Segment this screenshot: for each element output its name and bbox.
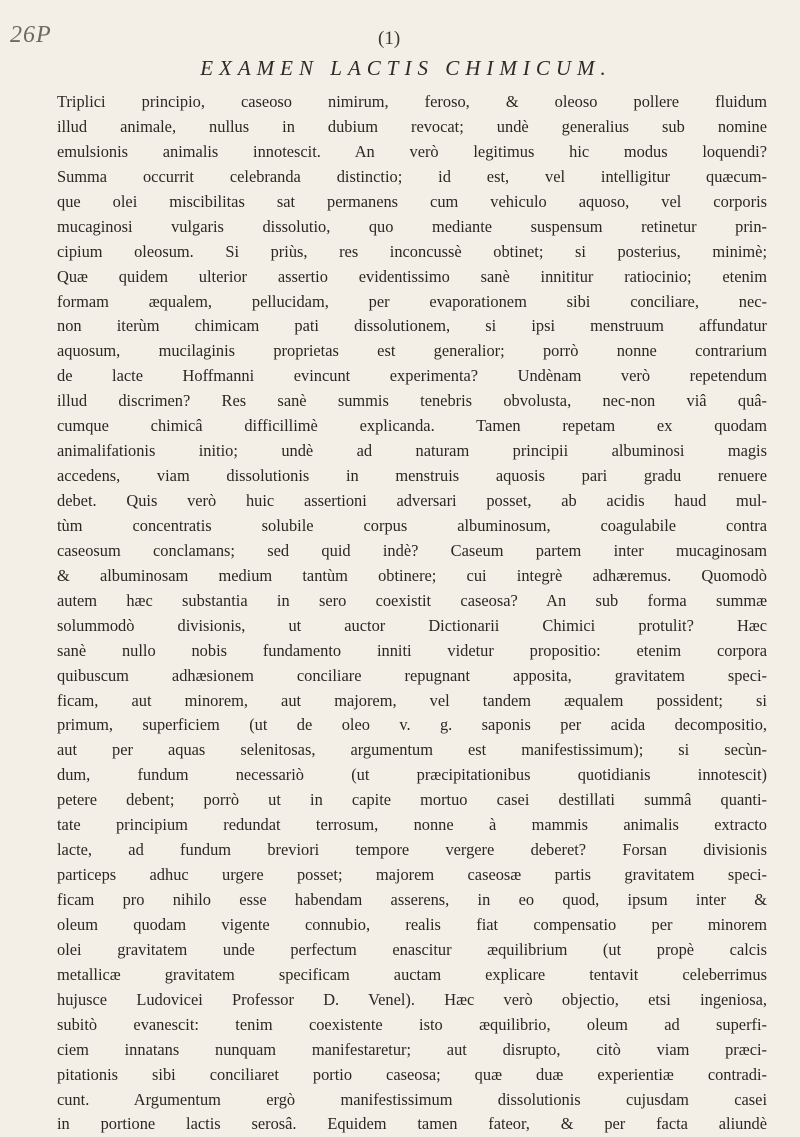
text-line: olei gravitatem unde perfectum enascitur æquilibrium (ut propè calcis <box>57 939 767 959</box>
text-line: emulsionis animalis innotescit. An verò legitimus hic modus loquendi? <box>57 141 767 161</box>
text-line: & albuminosam medium tantùm obtinere; cui integrè adhæremus. Quomodò <box>57 565 767 585</box>
text-line: debet. Quis verò huic assertioni adversari posset, ab acidis haud mul- <box>57 491 767 510</box>
text-line: cipium oleosum. Si priùs, res inconcussè obtinet; si posterius, minimè; <box>57 241 767 261</box>
text-line: metallicæ gravitatem specificam auctam explicare tentavit celeberrimus <box>57 964 767 984</box>
text-line: cunt. Argumentum ergò manifestissimum dissolutionis cujusdam casei <box>57 1089 767 1109</box>
text-line: caseosum conclamans; sed quid indè? Caseum partem inter mucaginosam <box>57 540 767 560</box>
text-line: tùm concentratis solubile corpus albuminosum, coagulabile contra <box>57 515 767 535</box>
text-line: cumque chimicâ difficillimè explicanda. Tamen repetam ex quodam <box>57 416 767 436</box>
text-line: solummodò divisionis, ut auctor Dictionarii Chimici protulit? Hæc <box>57 615 767 635</box>
page-number: (1) <box>378 28 401 49</box>
text-line: illud animale, nullus in dubium revocat; undè generalius sub nomine <box>57 116 767 136</box>
corner-mark: 26P <box>10 22 52 48</box>
text-line: ficam, aut minorem, aut majorem, vel tandem æqualem possident; si <box>57 690 767 710</box>
text-line: dum, fundum necessariò (ut præcipitationibus quotidianis innotescit) <box>57 765 767 785</box>
text-line: in portione lactis serosâ. Equidem tamen fateor, & per facta aliundè <box>57 1114 767 1134</box>
text-line: non iterùm chimicam pati dissolutionem, si ipsi menstruum affundatur <box>57 316 767 336</box>
text-line: accedens, viam dissolutionis in menstruis aquosis pari gradu renuere <box>57 466 767 486</box>
text-line: de lacte Hoffmanni evincunt experimenta? Undènam verò repetendum <box>57 366 767 386</box>
body-text <box>57 90 767 1137</box>
text-line: subitò evanescit: tenim coexistente isto æquilibrio, oleum ad superfi- <box>57 1014 767 1034</box>
text-line: illud discrimen? Res sanè summis tenebris obvolusta, nec-non viâ quâ- <box>57 391 767 411</box>
text-line: ciem innatans nunquam manifestaretur; aut disrupto, citò viam præci- <box>57 1039 767 1059</box>
text-line: quibuscum adhæsionem conciliare repugnant apposita, gravitatem speci- <box>57 665 767 685</box>
text-line: aut per aquas selenitosas, argumentum est manifestissimum); si secùn- <box>57 740 767 760</box>
text-line: primum, superficiem (ut de oleo v. g. saponis per acida decompositio, <box>57 715 767 735</box>
text-line: formam æqualem, pellucidam, per evaporationem sibi conciliare, nec- <box>57 291 767 311</box>
text-line: petere debent; porrò ut in capite mortuo casei destillati summâ quanti- <box>57 790 767 810</box>
text-line: autem hæc substantia in sero coexistit caseosa? An sub forma summæ <box>57 590 767 610</box>
text-line: tate principium redundat terrosum, nonne à mammis animalis extracto <box>57 815 767 835</box>
text-line: sanè nullo nobis fundamento inniti videtur propositio: etenim corpora <box>57 640 767 660</box>
text-line: que olei miscibilitas sat permanens cum vehiculo aquoso, vel corporis <box>57 191 767 211</box>
text-line: pitationis sibi conciliaret portio caseosa; quæ duæ experientiæ contradi- <box>57 1064 767 1084</box>
text-line: hujusce Ludovicei Professor D. Venel). Hæc verò objectio, etsi ingeniosa, <box>57 989 767 1009</box>
running-head: EXAMEN LACTIS CHIMICUM. <box>200 56 612 80</box>
text-line: Triplici principio, caseoso nimirum, feroso, & oleoso pollere fluidum <box>57 92 767 111</box>
text-line: particeps adhuc urgere posset; majorem caseosæ partis gravitatem speci- <box>57 865 767 885</box>
text-line: oleum quodam vigente connubio, realis fiat compensatio per minorem <box>57 914 767 934</box>
text-line: aquosum, mucilaginis proprietas est generalior; porrò nonne contrarium <box>57 341 767 361</box>
text-line: lacte, ad fundum breviori tempore vergere deberet? Forsan divisionis <box>57 840 767 860</box>
text-line: animalifationis initio; undè ad naturam principii albuminosi magis <box>57 441 767 461</box>
text-line: Summa occurrit celebranda distinctio; id est, vel intelligitur quæcum- <box>57 166 767 186</box>
text-line: mucaginosi vulgaris dissolutio, quo mediante suspensum retinetur prin- <box>57 216 767 236</box>
text-line: Quæ quidem ulterior assertio evidentissimo sanè innititur ratiocinio; etenim <box>57 266 767 286</box>
text-line: ficam pro nihilo esse habendam asserens, in eo quod, ipsum inter & <box>57 890 767 909</box>
